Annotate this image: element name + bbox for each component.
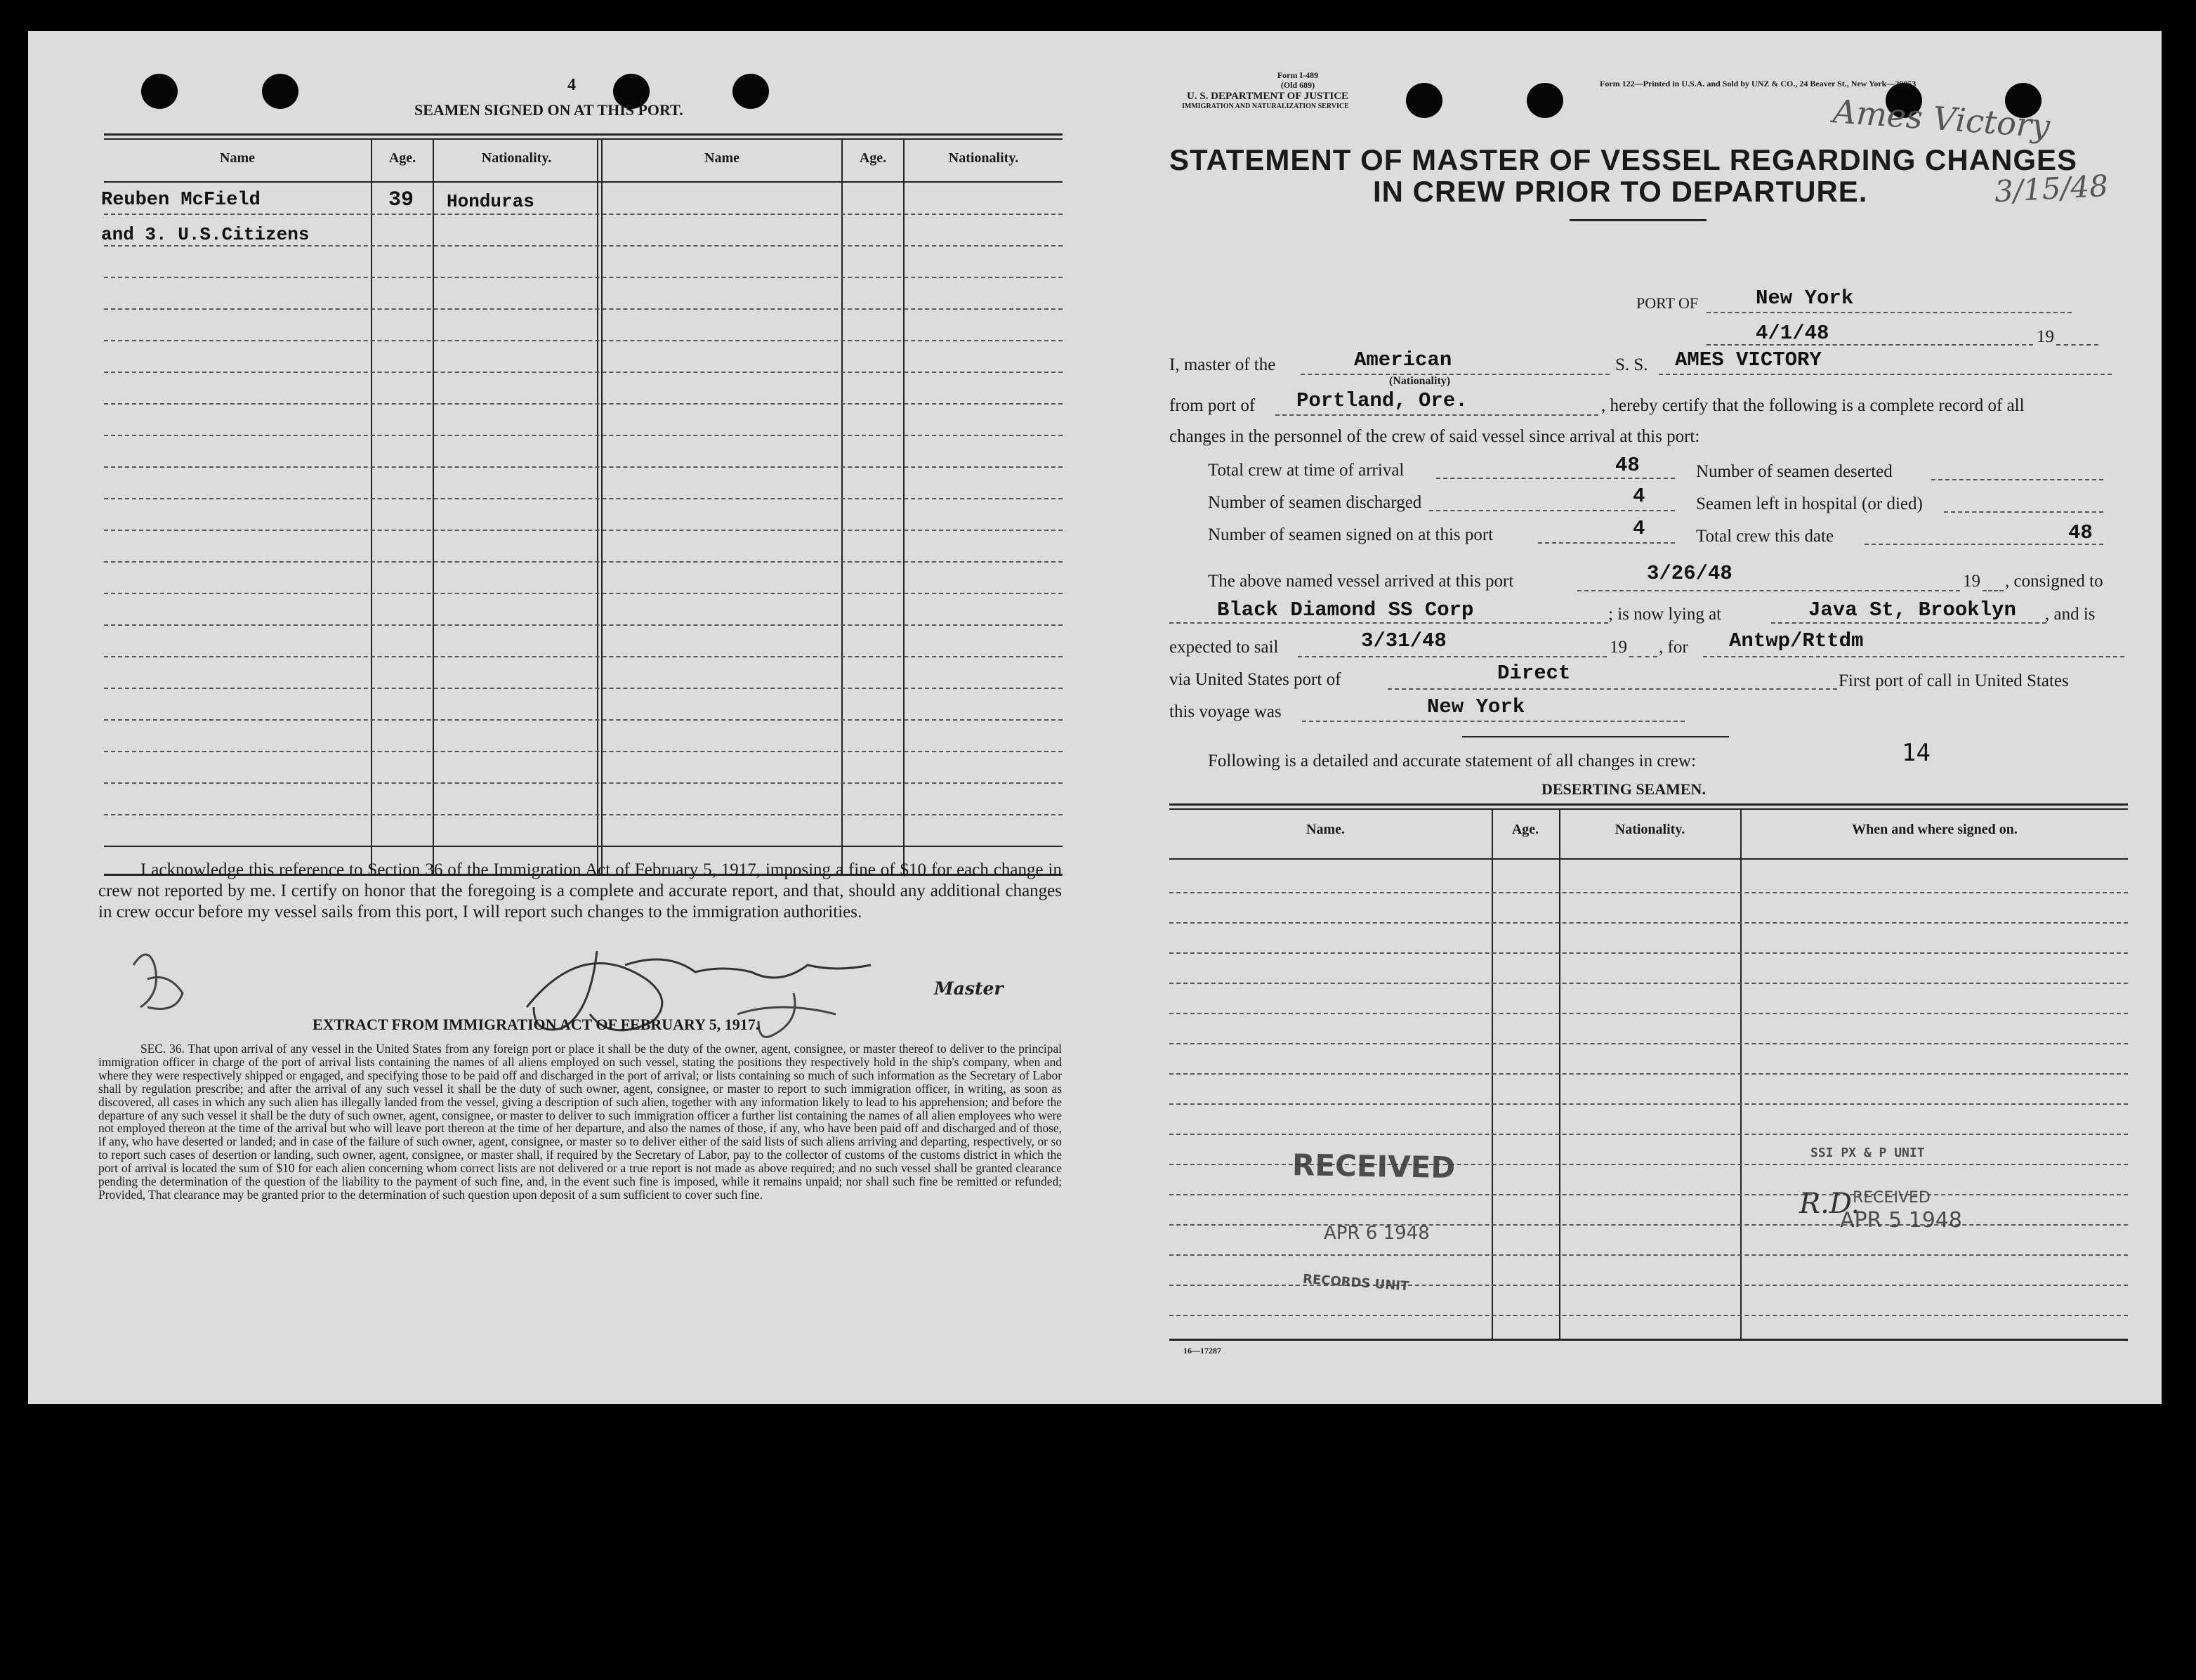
page-number: 4 <box>567 76 576 94</box>
row-rule <box>104 372 1063 373</box>
row-rule <box>104 214 1063 215</box>
deserted-label: Number of seamen deserted <box>1696 462 1893 481</box>
certify-text-1: , hereby certify that the following is a complete record of all <box>1601 396 2025 415</box>
lying-value: Java St, Brooklyn <box>1808 598 2016 622</box>
arrived-label: The above named vessel arrived at this port <box>1208 572 1514 591</box>
first-port-label: First port of call in United States <box>1839 671 2069 690</box>
total-crew-arrival-value: 48 <box>1615 454 1640 477</box>
year-prefix: 19 <box>2037 327 2054 346</box>
row-rule <box>104 719 1063 721</box>
report-date: 4/1/48 <box>1756 322 1829 345</box>
port-value: New York <box>1756 287 1854 310</box>
row-rule <box>104 751 1063 752</box>
fill-line <box>1298 656 1607 657</box>
row-rule <box>104 498 1063 499</box>
handwritten-date: 3/15/48 <box>1993 168 2110 209</box>
via-label: via United States port of <box>1169 670 1341 689</box>
entry-name: and 3. U.S.Citizens <box>101 224 310 245</box>
punch-hole-icon <box>732 74 769 109</box>
row-rule <box>104 435 1063 436</box>
expected-value: 3/31/48 <box>1361 629 1447 652</box>
consignee-value: Black Diamond SS Corp <box>1217 598 1474 622</box>
total-crew-arrival-label: Total crew at time of arrival <box>1208 461 1405 480</box>
received-stamp: RECEIVED <box>1291 1147 1456 1186</box>
nationality-fill-line <box>1301 374 1610 375</box>
destination-value: Antwp/Rttdm <box>1729 629 1864 652</box>
form-title-line2: IN CREW PRIOR TO DEPARTURE. <box>1373 175 1868 208</box>
consigned-label: , consigned to <box>2005 572 2103 591</box>
fill-line <box>1302 721 1685 722</box>
from-port-value: Portland, Ore. <box>1296 389 1468 412</box>
title-underline <box>1570 219 1707 221</box>
row-rule <box>1169 1043 2128 1044</box>
acknowledgement-text: I acknowledge this reference to Section 36 of the Immigration Act of February 5, 1917, imposing a fine of $10 for each change in crew not reported by me. I certify on honor that the foregoing is a complete and accurate report, and that, should any additional changes in crew occur before my vessel sails from this port, I will report such changes to the immigration authorities. <box>98 860 1062 921</box>
total-crew-date-value: 48 <box>2068 521 2093 544</box>
following-label: Following is a detailed and accurate statement of all changes in crew: <box>1208 752 1696 770</box>
punch-hole-icon <box>141 74 178 109</box>
stamp-initials: R.D. <box>1799 1188 1860 1220</box>
row-rule <box>104 814 1063 815</box>
table-top-rule <box>1169 803 2128 806</box>
voyage-label: this voyage was <box>1169 702 1282 721</box>
footer-code: 16—17287 <box>1183 1346 1221 1356</box>
form-sheet <box>28 31 2162 1404</box>
form-title-line1: STATEMENT OF MASTER OF VESSEL REGARDING CHANGES <box>1169 143 2078 176</box>
vessel-fill-line <box>1659 374 2112 375</box>
expected-label: expected to sail <box>1169 638 1279 657</box>
port-fill-line <box>1707 312 2072 313</box>
column-divider <box>433 138 434 875</box>
table-bottom-rule <box>1169 1339 2128 1341</box>
row-rule <box>1169 952 2128 954</box>
row-rule <box>104 466 1063 468</box>
row-rule <box>1169 1224 2128 1226</box>
header-rule <box>104 181 1063 183</box>
header-rule <box>1169 858 2128 860</box>
table-top-rule <box>1169 808 2128 810</box>
total-crew-date-label: Total crew this date <box>1696 527 1834 546</box>
signed-on-label: Number of seamen signed on at this port <box>1208 525 1494 544</box>
section-title: SEAMEN SIGNED ON AT THIS PORT. <box>414 101 683 119</box>
fill-line <box>1865 544 2103 545</box>
fill-line <box>1388 688 1837 690</box>
table-top-rule <box>104 138 1063 140</box>
handwritten-vessel-name: Ames Victory <box>1832 92 2051 145</box>
column-divider <box>841 138 843 875</box>
row-rule <box>1169 1073 2128 1075</box>
certify-text-2: changes in the personnel of the crew of said vessel since arrival at this port: <box>1169 427 1700 446</box>
punch-hole-icon <box>1527 83 1563 118</box>
entry-nationality: Honduras <box>447 191 534 212</box>
nationality-value: American <box>1354 348 1452 372</box>
records-unit-stamp: RECORDS UNIT <box>1302 1271 1409 1294</box>
entry-age: 39 <box>388 188 414 212</box>
master-of-label: I, master of the <box>1169 355 1276 374</box>
column-divider <box>903 138 905 875</box>
fill-line <box>1983 590 2004 591</box>
form-number: Form I-489 <box>1277 70 1319 80</box>
from-port-fill-line <box>1275 414 1598 416</box>
fill-line <box>1429 510 1675 511</box>
changes-count: 14 <box>1902 739 1931 767</box>
row-rule <box>1169 1315 2128 1316</box>
row-rule <box>1169 922 2128 924</box>
discharged-label: Number of seamen discharged <box>1208 493 1422 512</box>
table-top-rule <box>104 133 1063 136</box>
port-label: PORT OF <box>1636 294 1699 312</box>
department-name: U. S. DEPARTMENT OF JUSTICE <box>1187 91 1349 102</box>
year-fill-line <box>2056 344 2098 346</box>
year-prefix: 19 <box>1963 572 1980 591</box>
column-header-when-where: When and where signed on. <box>1852 822 2018 837</box>
master-label: Master <box>934 978 1004 999</box>
punch-hole-icon <box>1406 83 1442 118</box>
column-header-age: Age. <box>388 150 416 166</box>
column-header-age: Age. <box>859 150 887 166</box>
arrived-value: 3/26/48 <box>1647 562 1733 585</box>
row-rule <box>1169 1103 2128 1105</box>
received-stamp-2-date: APR 5 1948 <box>1840 1208 1962 1233</box>
lying-label: ; is now lying at <box>1608 605 1722 624</box>
row-rule <box>104 277 1063 278</box>
from-port-label: from port of <box>1169 396 1256 415</box>
column-divider <box>371 138 372 875</box>
unit-stamp: SSI PX & P UNIT <box>1810 1146 1925 1160</box>
row-rule <box>104 403 1063 405</box>
column-divider <box>601 138 603 875</box>
received-stamp-date: APR 6 1948 <box>1324 1223 1430 1244</box>
discharged-value: 4 <box>1633 485 1645 508</box>
nationality-caption: (Nationality) <box>1389 375 1451 387</box>
column-header-age: Age. <box>1511 822 1539 837</box>
row-rule <box>104 656 1063 657</box>
fill-line <box>1436 478 1675 479</box>
fill-line <box>1629 656 1657 657</box>
printer-info: Form 122—Printed in U.S.A. and Sold by UNZ & CO., 24 Beaver St., New York—29053 <box>1600 79 1916 88</box>
fill-line <box>1538 542 1675 544</box>
signed-on-value: 4 <box>1633 517 1645 540</box>
hospital-label: Seamen left in hospital (or died) <box>1696 494 1923 513</box>
extract-title: EXTRACT FROM IMMIGRATION ACT OF FEBRUARY 5, 1917. <box>313 1016 760 1033</box>
form-old-number: (Old 689) <box>1280 80 1315 90</box>
row-rule <box>104 245 1063 247</box>
row-rule <box>104 624 1063 626</box>
row-rule <box>104 782 1063 784</box>
row-rule <box>104 593 1063 594</box>
table-bottom-rule <box>104 846 1063 847</box>
row-rule <box>104 308 1063 310</box>
fill-line <box>1771 622 2046 624</box>
column-header-nationality: Nationality. <box>481 150 552 166</box>
row-rule <box>1169 892 2128 893</box>
column-divider <box>597 138 598 875</box>
fill-line <box>1169 622 1608 624</box>
row-rule <box>1169 1134 2128 1135</box>
year-prefix: 19 <box>1610 638 1627 657</box>
service-name: IMMIGRATION AND NATURALIZATION SERVICE <box>1182 103 1349 110</box>
deserting-title: DESERTING SEAMEN. <box>1541 780 1706 798</box>
fill-line <box>1944 511 2103 513</box>
row-rule <box>104 530 1063 531</box>
received-stamp-2: RECEIVED <box>1853 1189 1931 1207</box>
via-value: Direct <box>1497 662 1571 685</box>
row-rule <box>1169 1194 2128 1195</box>
row-rule <box>1169 983 2128 984</box>
vessel-name: AMES VICTORY <box>1675 348 1822 372</box>
ss-label: S. S. <box>1615 355 1648 374</box>
row-rule <box>1169 1013 2128 1014</box>
and-is-label: , and is <box>2045 605 2096 624</box>
voyage-value: New York <box>1427 695 1525 718</box>
separator-rule <box>1462 736 1729 737</box>
fill-line <box>1931 479 2103 480</box>
column-header-name: Name <box>704 150 739 166</box>
punch-hole-icon <box>262 74 298 109</box>
extract-text: SEC. 36. That upon arrival of any vessel in the United States from any foreign port or place it shall be the duty of the owner, agent, consignee, or master thereof to deliver to the principal immigration officer in charge of the port of arrival lists containing the names of all aliens employed on such vessel, stating the positions they respectively hold in the ship's company, when and where they were respectively shipped or engaged, and specifying those to be paid off and discharged in the port of arrival; or lists containing so much of such information as the Secretary of Labor shall by regulation prescribe; and after the arrival of any such vessel it shall be the duty of such owner, agent, consignee, or master to report to such immigration officer, in writing, as soon as discovered, all cases in which any such alien has illegally landed from the vessel, giving a description of such alien, together with any information likely to lead to his apprehension; and before the departure of any such vessel it shall be the duty of such owner, agent, consignee, or master to deliver to such immigration officer a further list containing the names of all alien employees who were not employed thereon at the time of the arrival but who will leave port thereon at the time of her departure, and also the names of those, if any, who have been paid off and discharged and of those, if any, who have deserted or landed; and in case of the failure of such owner, agent, consignee, or master so to deliver either of the said lists of such aliens arriving and departing, respectively, or so to report such cases of desertion or landing, such owner, agent, consignee, or master shall, if required by the Secretary of Labor, pay to the collector of customs of the customs district in which the port of arrival is located the sum of $10 for each alien concerning whom correct lists are not delivered or a true report is not made as above required; and no such vessel shall be granted clearance pending the determination of the question of the liability to the payment of such fine, and, in the event such fine is imposed, while it remains unpaid; nor shall such fine be remitted or refunded; Provided, That clearance may be granted prior to the determination of such question upon deposit of a sum sufficient to cover such fine. <box>98 1042 1062 1202</box>
column-header-nationality: Nationality. <box>1615 822 1685 837</box>
column-header-name: Name <box>220 150 255 166</box>
entry-name: Reuben McField <box>101 190 261 211</box>
row-rule <box>104 561 1063 563</box>
fill-line <box>1577 590 1960 591</box>
row-rule <box>104 688 1063 689</box>
fill-line <box>1703 656 2124 657</box>
row-rule <box>104 340 1063 341</box>
row-rule <box>1169 1254 2128 1256</box>
column-header-name: Name. <box>1306 822 1345 837</box>
for-label: , for <box>1659 638 1688 657</box>
column-header-nationality: Nationality. <box>948 150 1019 166</box>
